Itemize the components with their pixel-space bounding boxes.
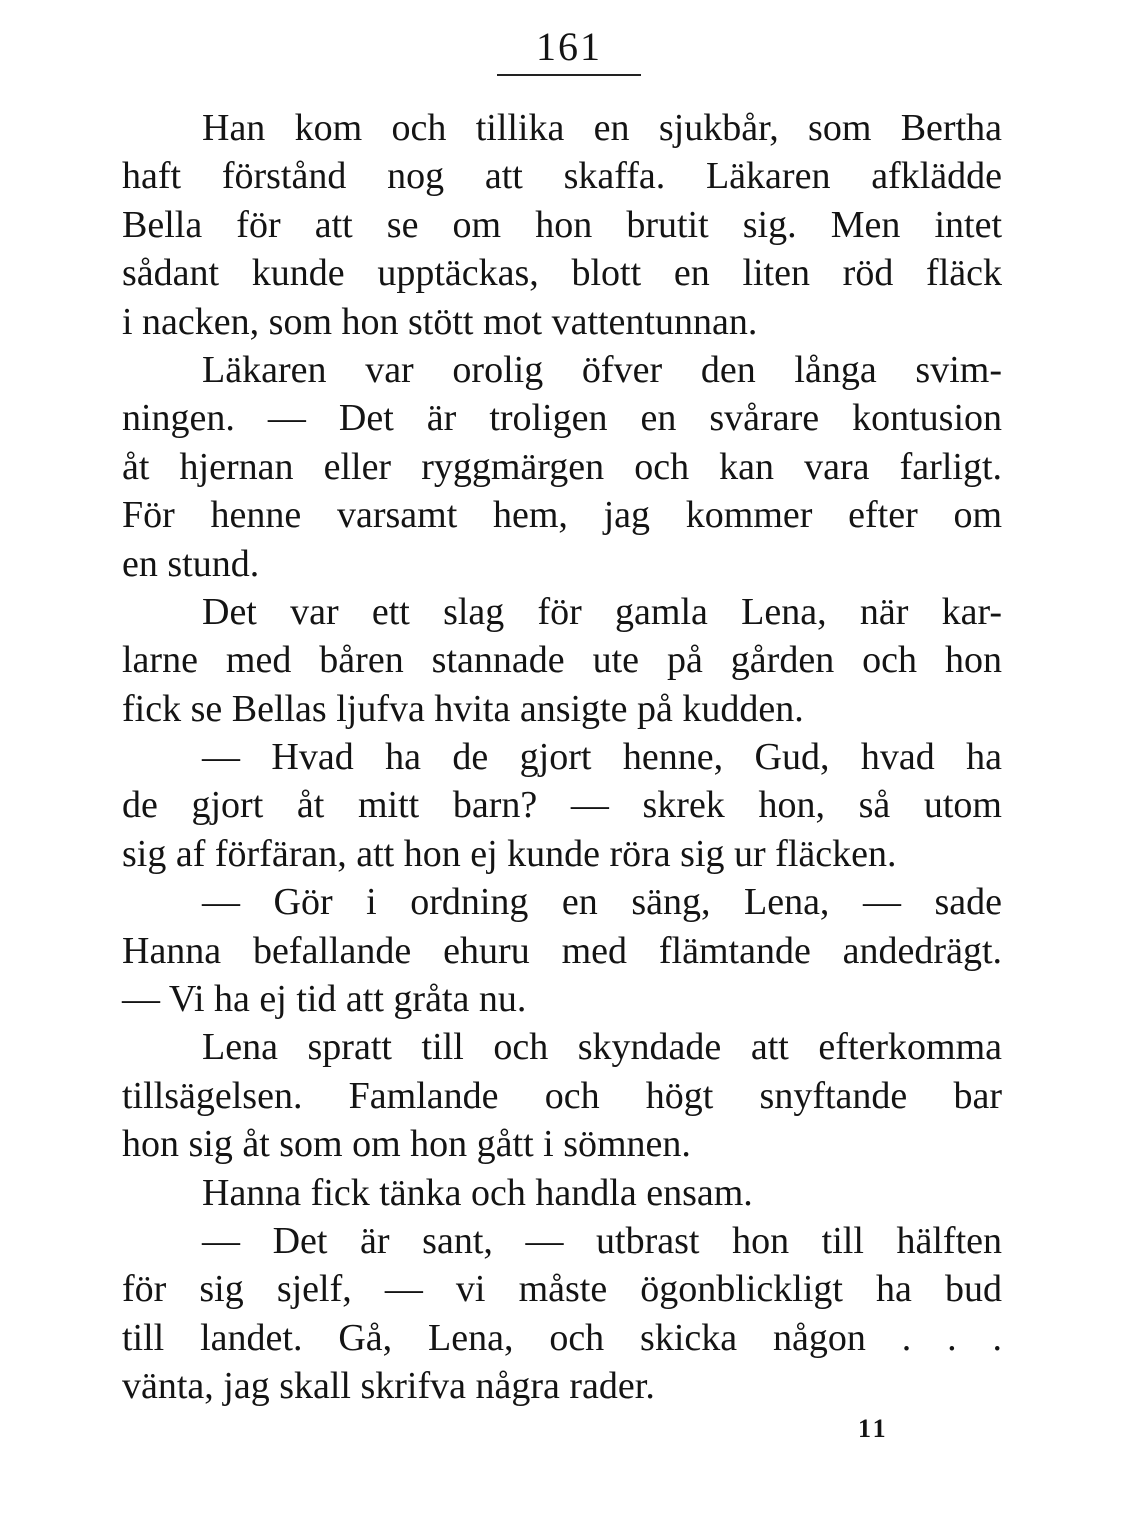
text-line: sådant kunde upptäckas, blott en liten röd fläck	[122, 252, 1002, 295]
text-line: tillsägelsen. Famlande och högt snyftande bar	[122, 1074, 1002, 1117]
text-line: Hanna fick tänka och handla ensam.	[202, 1171, 753, 1214]
body-text	[122, 104, 1002, 1411]
text-line: Hanna befallande ehuru med flämtande andedrägt.	[122, 929, 1002, 972]
text-line: Han kom och tillika en sjukbår, som Bertha	[202, 107, 1002, 149]
text-line: För henne varsamt hem, jag kommer efter om	[122, 494, 1002, 537]
text-line: för sig sjelf, — vi måste ögonblickligt ha bud	[122, 1268, 1002, 1311]
text-line: en stund.	[122, 542, 260, 585]
text-line: Läkaren var orolig öfver den långa svim-	[202, 348, 1002, 391]
text-line: fick se Bellas ljufva hvita ansigte på kudden.	[122, 687, 804, 730]
header-rule	[497, 74, 641, 76]
text-line: åt hjernan eller ryggmärgen och kan vara farligt.	[122, 445, 1002, 488]
page-number: 161	[536, 24, 602, 69]
text-line: sig af förfäran, att hon ej kunde röra sig ur fläcken.	[122, 832, 897, 875]
text-line: — Hvad ha de gjort henne, Gud, hvad ha	[202, 736, 1002, 779]
text-line: i nacken, som hon stött mot vattentunnan.	[122, 300, 758, 343]
text-line: hon sig åt som om hon gått i sömnen.	[122, 1123, 691, 1166]
text-line: Bella för att se om hon brutit sig. Men intet	[122, 203, 1002, 246]
signature-mark: 11	[858, 1414, 889, 1443]
text-line: haft förstånd nog att skaffa. Läkaren afklädde	[122, 155, 1002, 198]
text-line: — Gör i ordning en säng, Lena, — sade	[202, 881, 1002, 924]
text-line: de gjort åt mitt barn? — skrek hon, så utom	[122, 784, 1002, 827]
text-line: ningen. — Det är troligen en svårare kontusion	[122, 397, 1002, 440]
text-line: Lena spratt till och skyndade att efterkomma	[202, 1026, 1002, 1069]
text-line: — Det är sant, — utbrast hon till hälften	[202, 1219, 1002, 1262]
text-line: Det var ett slag för gamla Lena, när kar-	[202, 590, 1002, 633]
text-line: till landet. Gå, Lena, och skicka någon . . .	[122, 1316, 1002, 1359]
text-line: — Vi ha ej tid att gråta nu.	[122, 978, 527, 1021]
text-line: larne med båren stannade ute på gården och hon	[122, 639, 1002, 682]
text-line: vänta, jag skall skrifva några rader.	[122, 1365, 655, 1408]
